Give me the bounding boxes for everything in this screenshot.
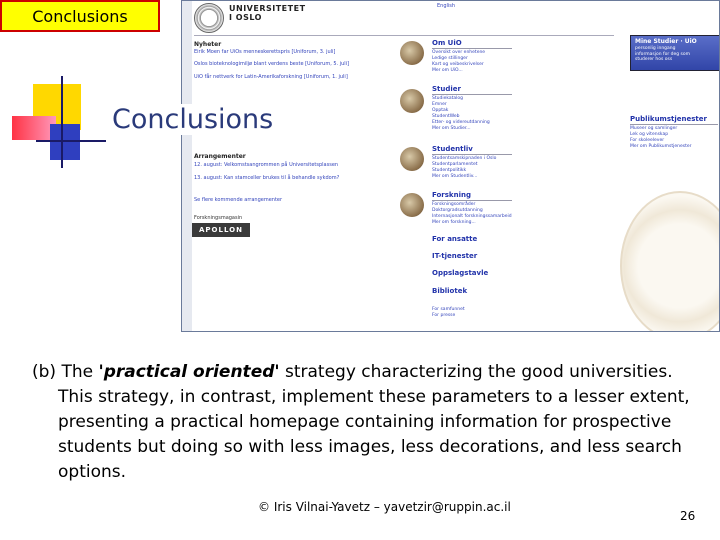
header-divider bbox=[194, 35, 614, 36]
section-links bbox=[432, 156, 496, 180]
section-link: StudentWeb bbox=[432, 114, 460, 119]
section-link: Studentsamskipnaden i Oslo bbox=[432, 156, 497, 161]
section-links bbox=[432, 202, 512, 226]
section-photo bbox=[400, 89, 424, 113]
news-item: UiO får nettverk for Latin-Amerikaforskning [Uniforum, 1. juli] bbox=[194, 74, 348, 80]
section-link: Mer om UiO... bbox=[432, 68, 463, 73]
section-photo bbox=[400, 41, 424, 65]
section-links bbox=[432, 96, 490, 132]
body-prefix: (b) The bbox=[32, 362, 99, 382]
section-link: Studentparlamentet bbox=[432, 162, 478, 167]
mine-studier-line: studerer hos oss bbox=[635, 57, 673, 62]
magazine-label: Forskningsmagasin bbox=[194, 215, 243, 221]
mine-studier-text bbox=[635, 46, 690, 63]
public-services-links bbox=[630, 126, 692, 150]
public-services-link: For skoleelever bbox=[630, 138, 665, 143]
mine-studier-box bbox=[630, 35, 720, 71]
decorative-blue-square bbox=[50, 124, 80, 160]
section-link: Oversikt over enhetene bbox=[432, 50, 486, 55]
university-homepage-screenshot bbox=[181, 0, 720, 332]
section-link: Opptak bbox=[432, 108, 449, 113]
footer-copyright: © Iris Vilnai-Yavetz – yavetzir@ruppin.ac.il bbox=[258, 500, 511, 514]
decorative-vertical-line bbox=[61, 76, 63, 168]
event-item: 12. august: Velkomstsangrommen på Universitetsplassen bbox=[194, 162, 339, 168]
public-services-link: Lek og vitenskap bbox=[630, 132, 669, 137]
plain-section-heading: IT-tjenester bbox=[432, 252, 478, 260]
mine-studier-line: personlig inngang bbox=[635, 46, 676, 51]
section-heading: Studier bbox=[432, 85, 461, 93]
slide-title: Conclusions bbox=[112, 104, 277, 135]
public-services-heading: Publikumstjenester bbox=[630, 115, 707, 123]
news-item: Oslos bioteknologimiljø blant verdens beste [Uniforum, 5. juli] bbox=[194, 61, 350, 67]
plain-section-heading: For ansatte bbox=[432, 235, 478, 243]
plain-section-heading: Bibliotek bbox=[432, 287, 468, 295]
plain-section-heading: Oppslagstavle bbox=[432, 269, 489, 277]
section-divider bbox=[432, 94, 512, 95]
section-link: Kart og veibeskrivelser bbox=[432, 62, 484, 67]
mine-studier-title: Mine Studier · UiO bbox=[635, 38, 697, 45]
section-divider bbox=[630, 124, 718, 125]
section-link: Doktorgradsutdanning bbox=[432, 208, 483, 213]
section-photo bbox=[400, 193, 424, 217]
news-item: Eirik Moen far UiOs menneskerettspris [Uniforum, 3. juli] bbox=[194, 49, 336, 55]
header-tag: Conclusions bbox=[0, 0, 160, 32]
body-paragraph bbox=[32, 360, 692, 485]
university-name-line1: UNIVERSITETET bbox=[229, 4, 306, 13]
more-events-link: Se flere kommende arrangementer bbox=[194, 197, 283, 203]
page-number: 26 bbox=[680, 509, 696, 523]
body-rest: strategy characterizing the good universities. This strategy, in contrast, implement these parameters to a lesser extent, presenting a practical homepage containing information for prospective students but doing so with less images, less decorations, and less search options. bbox=[58, 362, 690, 482]
university-name bbox=[229, 4, 306, 22]
apollon-logo: APOLLON bbox=[192, 223, 250, 237]
section-link: Studentpolitikk bbox=[432, 168, 467, 173]
section-divider bbox=[432, 48, 512, 49]
section-links bbox=[432, 50, 485, 74]
screenshot-left-strip bbox=[182, 1, 192, 331]
section-divider bbox=[432, 200, 512, 201]
section-link: Emner bbox=[432, 102, 447, 107]
section-divider bbox=[432, 154, 512, 155]
section-link: Mer om forskning... bbox=[432, 220, 476, 225]
section-heading: Om UiO bbox=[432, 39, 462, 47]
public-services-link: Museer og samlinger bbox=[630, 126, 678, 131]
events-heading: Arrangementer bbox=[194, 153, 246, 160]
bottom-link: For presse bbox=[432, 313, 456, 318]
section-photo bbox=[400, 147, 424, 171]
section-link: Etter- og videreutdanning bbox=[432, 120, 490, 125]
news-heading: Nyheter bbox=[194, 41, 222, 48]
university-seal-watermark bbox=[620, 191, 720, 332]
body-emphasis: 'practical oriented' bbox=[98, 362, 280, 382]
decorative-horizontal-line bbox=[36, 140, 106, 142]
section-link: Studiekatalog bbox=[432, 96, 464, 101]
section-heading: Forskning bbox=[432, 191, 471, 199]
university-seal-icon bbox=[194, 3, 224, 33]
section-link: Mer om Studentliv... bbox=[432, 174, 478, 179]
english-link: English bbox=[437, 3, 456, 9]
bottom-link: For samfunnet bbox=[432, 307, 465, 312]
university-name-line2: I OSLO bbox=[229, 13, 262, 22]
public-services-link: Mer om Publikumstjenester bbox=[630, 144, 692, 149]
section-link: Mer om Studier... bbox=[432, 126, 471, 131]
bottom-links bbox=[432, 307, 465, 319]
event-item: 13. august: Kan stamceller brukes til å behandle sykdom? bbox=[194, 175, 340, 181]
section-heading: Studentliv bbox=[432, 145, 473, 153]
section-link: Forskningsområder bbox=[432, 202, 476, 207]
section-link: Internasjonalt forskningssamarbeid bbox=[432, 214, 512, 219]
section-link: Ledige stillinger bbox=[432, 56, 468, 61]
mine-studier-line: informasjon for deg som bbox=[635, 51, 690, 57]
